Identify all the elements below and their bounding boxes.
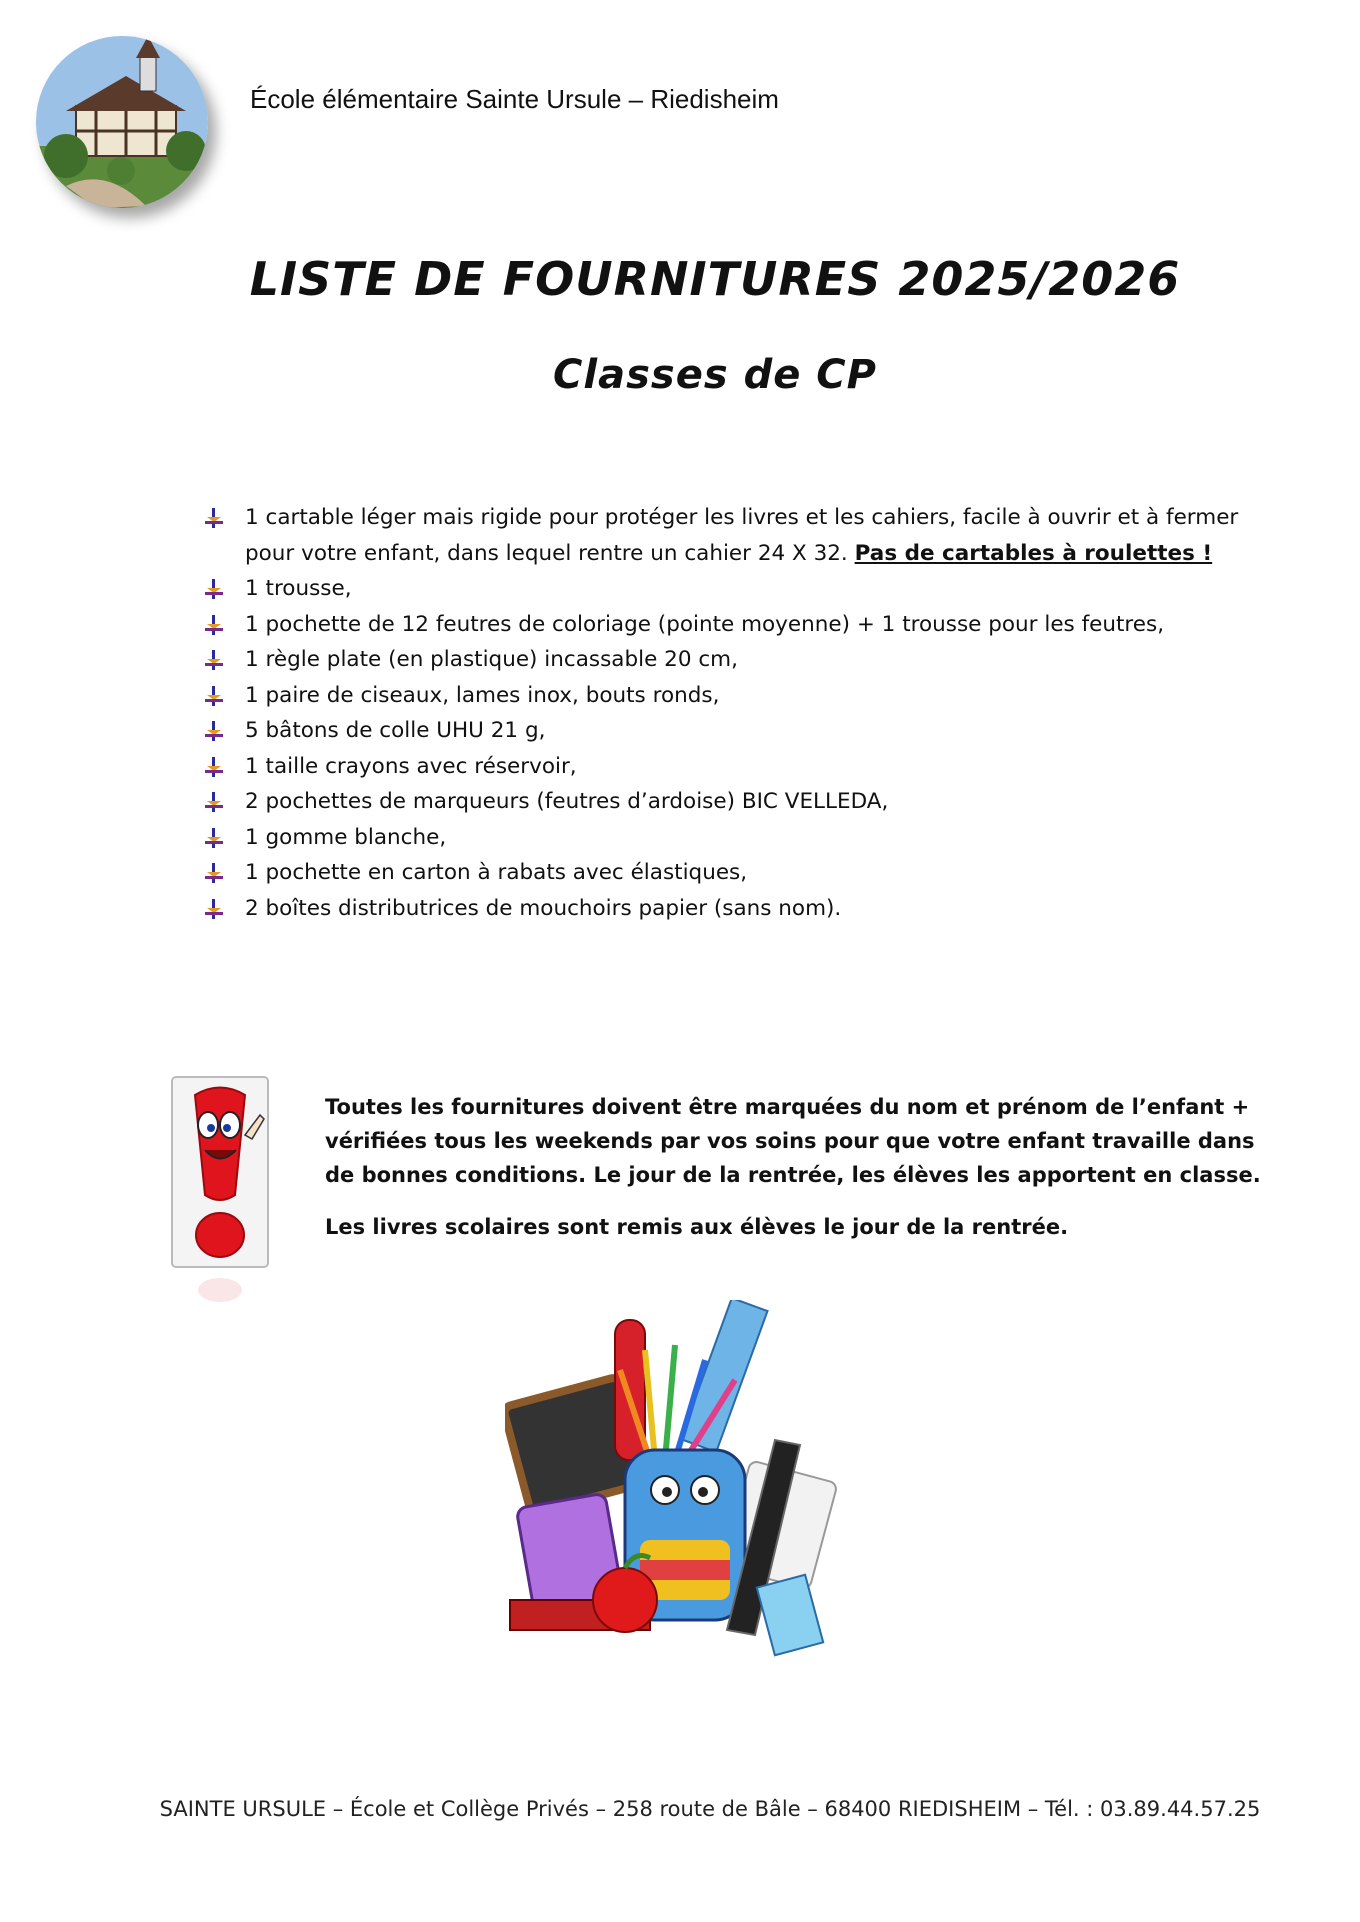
arrow-bullet-icon [205,615,223,635]
supply-item-text: 1 règle plate (en plastique) incassable 20 cm, [245,647,738,672]
list-item [205,500,1265,571]
list-item [205,855,1265,891]
arrow-bullet-icon [205,721,223,741]
list-item [205,891,1265,927]
supply-item-text: 1 gomme blanche, [245,824,447,850]
page-footer: SAINTE URSULE – École et Collège Privés – 258 route de Bâle – 68400 RIEDISHEIM – Tél. : 03.89.44.57.25 [159,1797,1261,1821]
arrow-bullet-icon [205,757,223,777]
exclamation-mascot [170,1075,275,1315]
list-item [205,820,1265,856]
supply-item-text: 1 pochette en carton à rabats avec élastiques, [245,860,748,885]
supply-item-text: 1 paire de ciseaux, lames inox, bouts ronds, [245,682,720,708]
list-item [205,784,1265,820]
arrow-bullet-icon [205,899,223,919]
arrow-bullet-icon [205,579,223,599]
arrow-bullet-icon [205,508,223,528]
supply-item-text: 2 pochettes de marqueurs (feutres d’ardoise) BIC VELLEDA, [245,789,889,814]
page-title: LISTE DE FOURNITURES 2025/2026 [249,252,1181,306]
supply-item-text: 1 trousse, [245,576,352,601]
notice-paragraph-1: Toutes les fournitures doivent être marquées du nom et prénom de l’enfant + vérifiées tous les weekends par vos soins pour que votre enfant travaille dans de bonnes conditions. Le jour de la rentrée, les élèves les apportent en classe. [325,1095,1261,1187]
exclamation-mascot-icon [170,1075,275,1315]
list-item [205,713,1265,749]
school-supplies-illustration [505,1300,865,1660]
page-subtitle: Classes de CP [553,352,877,398]
arrow-bullet-icon [205,686,223,706]
supplies-list [205,500,1265,926]
notice-paragraph-2: Les livres scolaires sont remis aux élèves le jour de la rentrée. [325,1215,1069,1239]
arrow-bullet-icon [205,863,223,883]
arrow-bullet-icon [205,828,223,848]
school-building-logo [36,36,208,208]
supply-item-emphasis: Pas de cartables à roulettes ! [854,540,1213,566]
list-item [205,642,1265,678]
arrow-bullet-icon [205,792,223,812]
supply-item-text: 1 taille crayons avec réservoir, [245,753,577,779]
list-item [205,571,1265,607]
list-item [205,607,1265,643]
supply-item-text: 2 boîtes distributrices de mouchoirs papier (sans nom). [245,895,842,921]
supply-item-text: 5 bâtons de colle UHU 21 g, [245,718,546,743]
school-logo [36,36,208,208]
supply-item-text: 1 pochette de 12 feutres de coloriage (pointe moyenne) + 1 trousse pour les feutres, [245,611,1165,637]
notice-block [325,1090,1285,1262]
list-item [205,678,1265,714]
supply-item-text: 1 cartable léger mais rigide pour protéger les livres et les cahiers, facile à ouvrir et à fermer pour votre enfant, dans lequel rentre un cahier 24 X 32. [245,505,1239,566]
school-name: École élémentaire Sainte Ursule – Riedisheim [250,84,779,114]
school-supplies-clipart [505,1300,865,1660]
list-item [205,749,1265,785]
arrow-bullet-icon [205,650,223,670]
